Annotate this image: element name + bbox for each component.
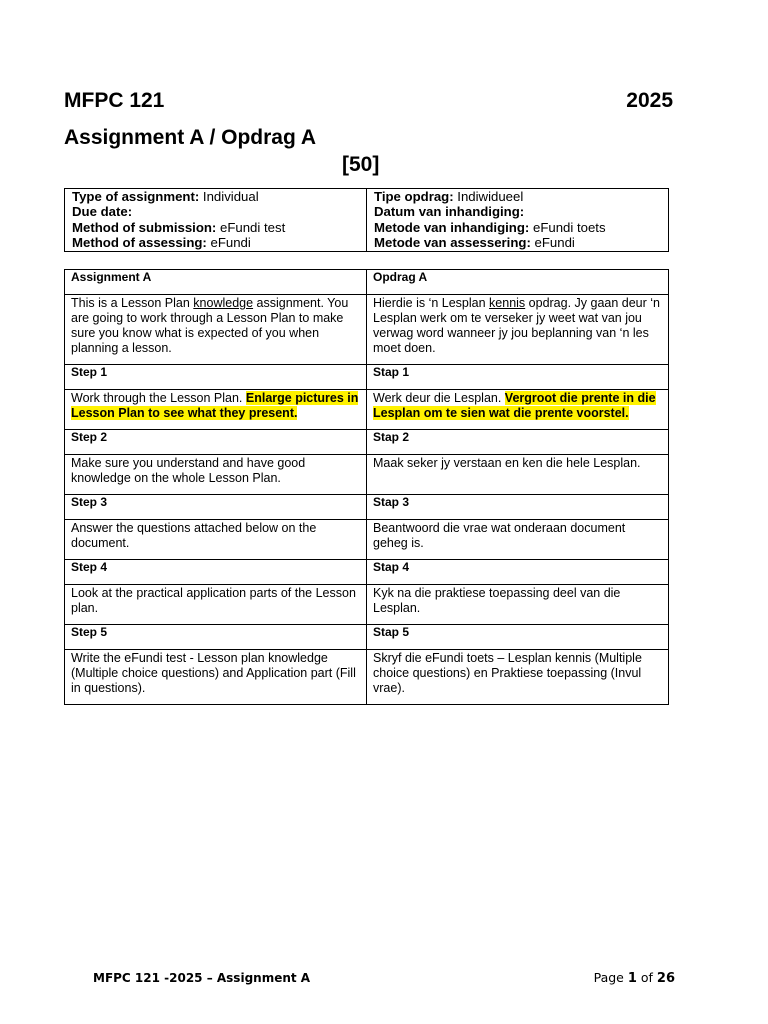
- info-line: Metode van inhandiging: eFundi toets: [374, 219, 606, 235]
- step-text-english: Look at the practical application parts of the Lesson plan.: [65, 585, 367, 625]
- assignment-title: Assignment A / Opdrag A: [64, 126, 317, 149]
- info-line: Method of submission: eFundi test: [72, 219, 286, 235]
- page-number: Page 1 of 26: [593, 970, 675, 986]
- table-row: [65, 585, 669, 625]
- step-heading: Stap 1: [367, 365, 669, 390]
- table-row: [65, 495, 669, 520]
- course-year: 2025: [626, 89, 673, 112]
- info-line: Type of assignment: Individual: [72, 189, 259, 204]
- step-text-english: Write the eFundi test - Lesson plan knowledge (Multiple choice questions) and Application part (Fill in questions).: [65, 650, 367, 705]
- step-heading: Step 4: [65, 560, 367, 585]
- step-heading: Step 1: [65, 365, 367, 390]
- step-text-english: Answer the questions attached below on the document.: [65, 520, 367, 560]
- intro-english: This is a Lesson Plan knowledge assignment. You are going to work through a Lesson Plan to make sure you know what is expected of you when planning a lesson.: [65, 295, 367, 365]
- step-heading: Step 3: [65, 495, 367, 520]
- step-heading: Stap 5: [367, 625, 669, 650]
- step-heading: Step 5: [65, 625, 367, 650]
- info-line: Datum van inhandiging:: [374, 204, 525, 220]
- total-marks: [50]: [342, 153, 380, 176]
- info-line: Tipe opdrag: Indiwidueel: [374, 189, 524, 204]
- info-afrikaans-cell: [367, 189, 669, 252]
- step-text-english: Work through the Lesson Plan. Enlarge pictures in Lesson Plan to see what they present.: [65, 390, 367, 430]
- step-heading: Stap 2: [367, 430, 669, 455]
- highlighted-text: Vergroot die prente in die Lesplan om te sien wat die prente voorstel.: [373, 391, 656, 420]
- footer-title: MFPC 121 -2025 – Assignment A: [93, 971, 311, 985]
- document-header: [64, 88, 673, 114]
- step-heading: Stap 3: [367, 495, 669, 520]
- info-english-cell: [65, 189, 367, 252]
- info-line: Metode van assessering: eFundi: [374, 235, 575, 251]
- assignment-info-table: [64, 188, 669, 252]
- column-header-afrikaans: Opdrag A: [367, 270, 669, 295]
- step-text-afrikaans: Kyk na die praktiese toepassing deel van die Lesplan.: [367, 585, 669, 625]
- step-text-afrikaans: Beantwoord die vrae wat onderaan document geheg is.: [367, 520, 669, 560]
- highlighted-text: Enlarge pictures in Lesson Plan to see what they present.: [71, 391, 359, 420]
- table-row: [65, 625, 669, 650]
- table-row: [65, 455, 669, 495]
- steps-table: [64, 269, 669, 705]
- table-row: [65, 390, 669, 430]
- step-heading: Step 2: [65, 430, 367, 455]
- table-row: [65, 560, 669, 585]
- step-text-afrikaans: Werk deur die Lesplan. Vergroot die prente in die Lesplan om te sien wat die prente voorstel.: [367, 390, 669, 430]
- intro-afrikaans: Hierdie is ‘n Lesplan kennis opdrag. Jy gaan deur ‘n Lesplan werk om te verseker jy weet wat van jou verwag word wanneer jy jou beplanning van ‘n les moet doen.: [367, 295, 669, 365]
- table-row: [65, 520, 669, 560]
- step-text-english: Make sure you understand and have good knowledge on the whole Lesson Plan.: [65, 455, 367, 495]
- info-line: Method of assessing: eFundi: [72, 235, 251, 251]
- course-code: MFPC 121: [64, 89, 165, 112]
- table-row: [65, 270, 669, 295]
- step-text-afrikaans: Maak seker jy verstaan en ken die hele Lesplan.: [367, 455, 669, 495]
- table-row: [65, 430, 669, 455]
- table-row: [65, 650, 669, 705]
- info-line: Due date:: [72, 204, 133, 220]
- table-row: [65, 295, 669, 365]
- step-text-afrikaans: Skryf die eFundi toets – Lesplan kennis (Multiple choice questions) en Praktiese toepassing (Invul vrae).: [367, 650, 669, 705]
- table-row: [65, 365, 669, 390]
- column-header-english: Assignment A: [65, 270, 367, 295]
- step-heading: Stap 4: [367, 560, 669, 585]
